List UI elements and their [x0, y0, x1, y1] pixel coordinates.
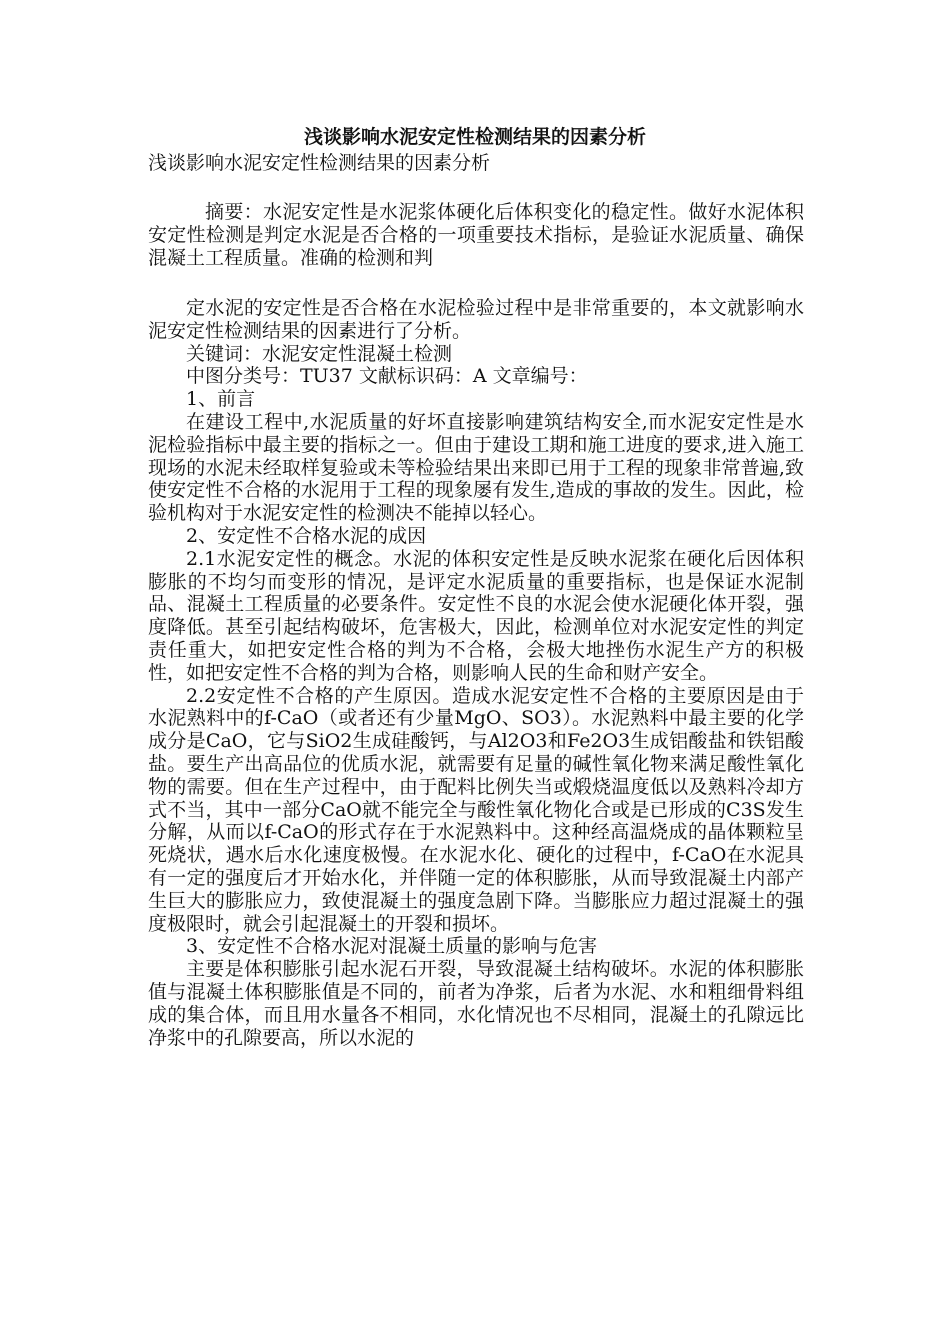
body-paragraph: 2.1水泥安定性的概念。水泥的体积安定性是反映水泥浆在硬化后因体积膨胀的不均匀而变形的情况，是评定水泥质量的重要指标，也是保证水泥制品、混凝土工程质量的必要条件。安定性不良的水泥会使水泥硬化体开裂，强度降低。甚至引起结构破坏，危害极大，因此，检测单位对水泥安定性的判定责任重大，如把安定性合格的判为不合格，会极大地挫伤水泥生产方的积极性，如把安定性不合格的判为合格，则影响人民的生命和财产安全。: [148, 547, 804, 684]
section-heading: 3、安定性不合格水泥对混凝土质量的影响与危害: [186, 935, 598, 958]
abstract-paragraph: 摘要：水泥安定性是水泥浆体硬化后体积变化的稳定性。做好水泥体积安定性检测是判定水泥是否合格的一项重要技术指标，是验证水泥质量、确保混凝土工程质量。准确的检测和判: [148, 201, 804, 269]
body-paragraph: 定水泥的安定性是否合格在水泥检验过程中是非常重要的，本文就影响水泥安定性检测结果的因素进行了分析。: [148, 297, 804, 342]
abstract-block: [148, 201, 804, 269]
keywords-line: 关键词：水泥安定性混凝土检测: [186, 342, 453, 365]
document-title: 浅谈影响水泥安定性检测结果的因素分析: [303, 126, 646, 148]
body-paragraph: 在建设工程中,水泥质量的好坏直接影响建筑结构安全,而水泥安定性是水泥检验指标中最主要的指标之一。但由于建设工期和施工进度的要求,进入施工现场的水泥未经取样复验或未等检验结果出来即已用于工程的现象非常普遍,致使安定性不合格的水泥用于工程的现象屡有发生,造成的事故的发生。因此，检验机构对于水泥安定性的检测决不能掉以轻心。: [148, 410, 804, 525]
body-paragraph: 2.2安定性不合格的产生原因。造成水泥安定性不合格的主要原因是由于水泥熟料中的f-CaO（或者还有少量MgO、SO3）。水泥熟料中最主要的化学成分是CaO，它与SiO2生成硅酸钙，与Al2O3和Fe2O3生成铝酸盐和铁铝酸盐。要生产出高品位的优质水泥，就需要有足量的碱性氧化物来满足酸性氧化物的需要。但在生产过程中，由于配料比例失当或煅烧温度低以及熟料冷却方式不当，其中一部分CaO就不能完全与酸性氧化物化合或是已形成的C3S发生分解，从而以f-CaO的形式存在于水泥熟料中。这种经高温烧成的晶体颗粒呈死烧状，遇水后水化速度极慢。在水泥水化、硬化的过程中，f-CaO在水泥具有一定的强度后才开始水化，并伴随一定的体积膨胀，从而导致混凝土内部产生巨大的膨胀应力，致使混凝土的强度急剧下降。当膨胀应力超过混凝土的强度极限时，就会引起混凝土的开裂和损坏。: [148, 684, 804, 935]
section-heading: 2、安定性不合格水泥的成因: [186, 524, 427, 547]
document-subtitle: 浅谈影响水泥安定性检测结果的因素分析: [148, 152, 491, 174]
body-paragraph: 主要是体积膨胀引起水泥石开裂，导致混凝土结构破坏。水泥的体积膨胀值与混凝土体积膨胀值是不同的，前者为净浆，后者为水泥、水和粗细骨料组成的集合体，而且用水量各不相同，水化情况也不尽相同，混凝土的孔隙远比净浆中的孔隙要高，所以水泥的: [148, 958, 804, 1049]
body-text: [148, 297, 804, 1049]
classification-line: 中图分类号：TU37 文献标识码：A 文章编号：: [186, 365, 588, 388]
section-heading: 1、前言: [186, 388, 256, 411]
